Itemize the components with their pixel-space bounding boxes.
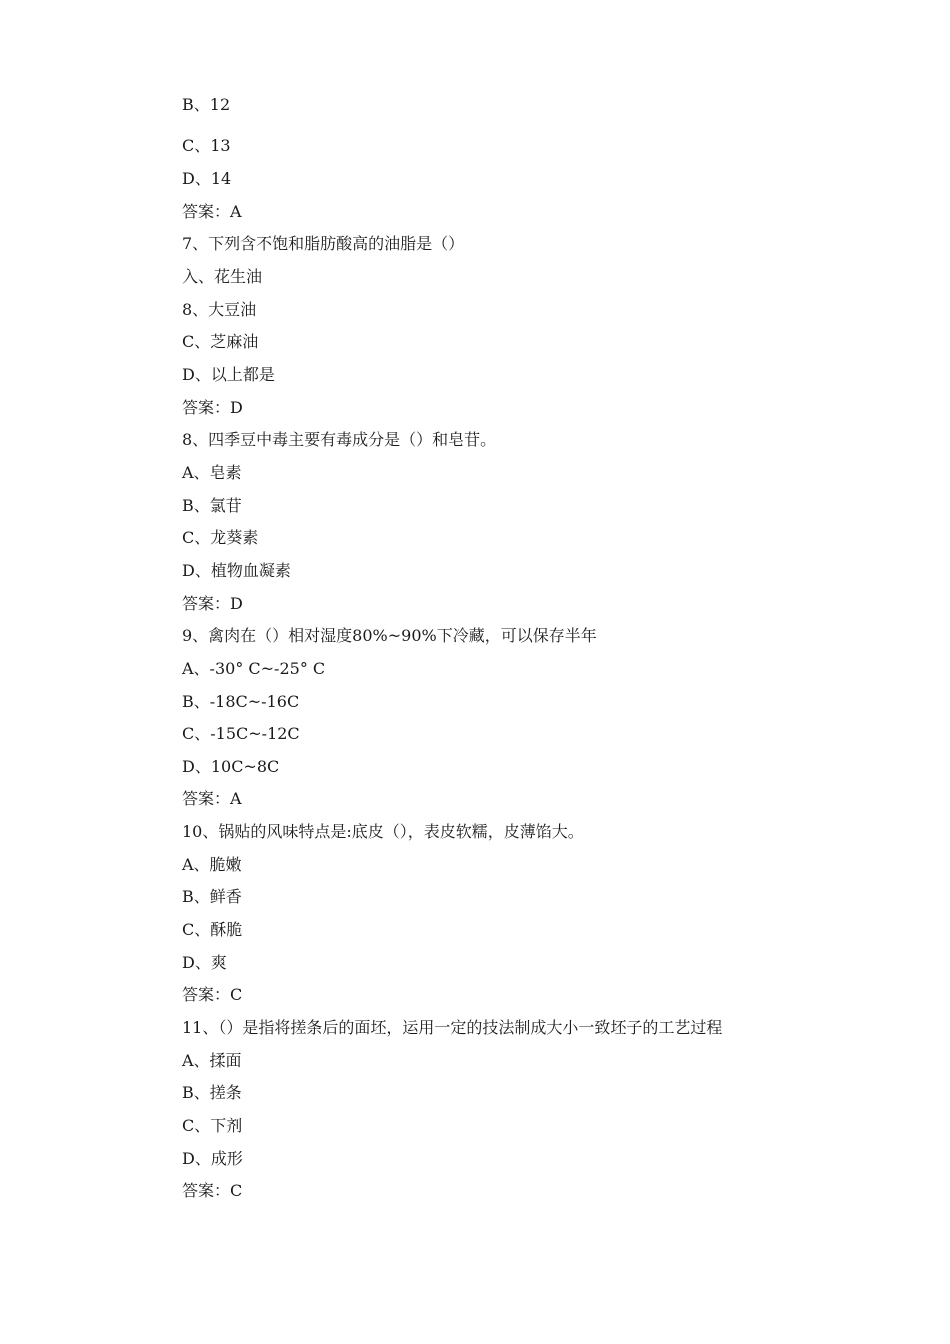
question-9: 9、禽肉在（）相对湿度80%~90%下冷藏，可以保存半年 <box>182 626 597 645</box>
option-d: D、10C~8C <box>182 757 280 776</box>
option-a: A、揉面 <box>182 1051 242 1070</box>
option-b: 8、大豆油 <box>182 300 257 319</box>
option-d: D、植物血凝素 <box>182 561 291 580</box>
option-c: C、芝麻油 <box>182 332 259 351</box>
option-d: D、14 <box>182 169 232 188</box>
answer: 答案：A <box>182 789 242 808</box>
question-8: 8、四季豆中毒主要有毒成分是（）和皂苷。 <box>182 430 497 449</box>
option-b: B、12 <box>182 95 231 114</box>
option-a: A、皂素 <box>182 463 242 482</box>
option-d: D、爽 <box>182 953 227 972</box>
question-10: 10、锅贴的风味特点是:底皮（），表皮软糯，皮薄馅大。 <box>182 822 584 841</box>
option-c: C、下剂 <box>182 1116 243 1135</box>
answer: 答案：D <box>182 594 243 613</box>
option-a: A、-30° C~-25° C <box>182 659 326 678</box>
question-11: 11、（）是指将搓条后的面坯，运用一定的技法制成大小一致坯子的工艺过程 <box>182 1018 723 1037</box>
option-d: D、成形 <box>182 1149 243 1168</box>
option-c: C、龙葵素 <box>182 528 259 547</box>
option-a: A、脆嫩 <box>182 855 242 874</box>
option-b: B、氯苷 <box>182 496 242 515</box>
option-c: C、13 <box>182 136 231 155</box>
option-d: D、以上都是 <box>182 365 275 384</box>
answer: 答案：C <box>182 1181 243 1200</box>
answer: 答案：C <box>182 985 243 1004</box>
answer: 答案：A <box>182 202 242 221</box>
option-c: C、-15C~-12C <box>182 724 300 743</box>
option-a: 入、花生油 <box>182 267 263 286</box>
option-b: B、-18C~-16C <box>182 692 300 711</box>
question-7: 7、下列含不饱和脂肪酸高的油脂是（） <box>182 234 465 253</box>
option-c: C、酥脆 <box>182 920 243 939</box>
option-b: B、鲜香 <box>182 887 242 906</box>
answer: 答案：D <box>182 398 243 417</box>
option-b: B、搓条 <box>182 1083 242 1102</box>
